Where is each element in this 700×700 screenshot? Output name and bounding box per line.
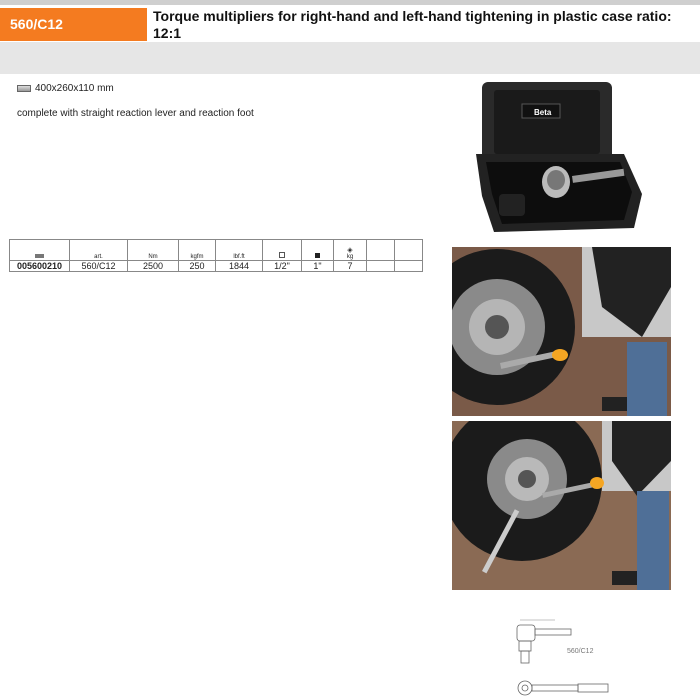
header-kgfm: kgfm xyxy=(179,240,216,261)
cell-kgfm: 250 xyxy=(179,261,216,272)
header-nm: Nm xyxy=(128,240,179,261)
square-output-icon xyxy=(302,240,334,261)
cell-empty-2 xyxy=(395,261,423,272)
cell-empty-1 xyxy=(367,261,395,272)
product-title: Torque multipliers for right-hand and left-hand tightening in plastic case ratio: 12:1 xyxy=(153,8,672,41)
spec-data-row xyxy=(10,261,423,272)
header-weight: ◈ kg xyxy=(334,240,367,261)
case-icon xyxy=(17,85,31,92)
usage-photo-1 xyxy=(452,247,671,416)
cell-lbfft: 1844 xyxy=(216,261,263,272)
header-lbfft: lbf.ft xyxy=(216,240,263,261)
dimensions-row xyxy=(17,83,114,94)
header-empty-1 xyxy=(367,240,395,261)
square-input-icon xyxy=(263,240,302,261)
cell-output-drive: 1" xyxy=(302,261,334,272)
header-band xyxy=(0,42,700,74)
spec-header-row xyxy=(10,240,423,261)
usage-photo-2 xyxy=(452,421,671,590)
cell-weight: 7 xyxy=(334,261,367,272)
spec-table xyxy=(9,239,423,272)
brand-logo: Beta xyxy=(534,108,552,117)
header-empty-2 xyxy=(395,240,423,261)
product-case-image xyxy=(474,76,644,238)
header-art: art. xyxy=(70,240,128,261)
top-rule xyxy=(0,0,700,5)
cell-code: 005600210 xyxy=(10,261,70,272)
cell-input-drive: 1/2" xyxy=(263,261,302,272)
technical-drawing xyxy=(505,616,615,700)
product-code-badge: 560/C12 xyxy=(0,8,147,41)
dimensions-value: 400x260x110 mm xyxy=(35,83,114,94)
drawing-label: 560/C12 xyxy=(567,648,594,655)
cell-art: 560/C12 xyxy=(70,261,128,272)
header-code-icon xyxy=(10,240,70,261)
product-description: complete with straight reaction lever and reaction foot xyxy=(17,108,254,119)
cell-nm: 2500 xyxy=(128,261,179,272)
